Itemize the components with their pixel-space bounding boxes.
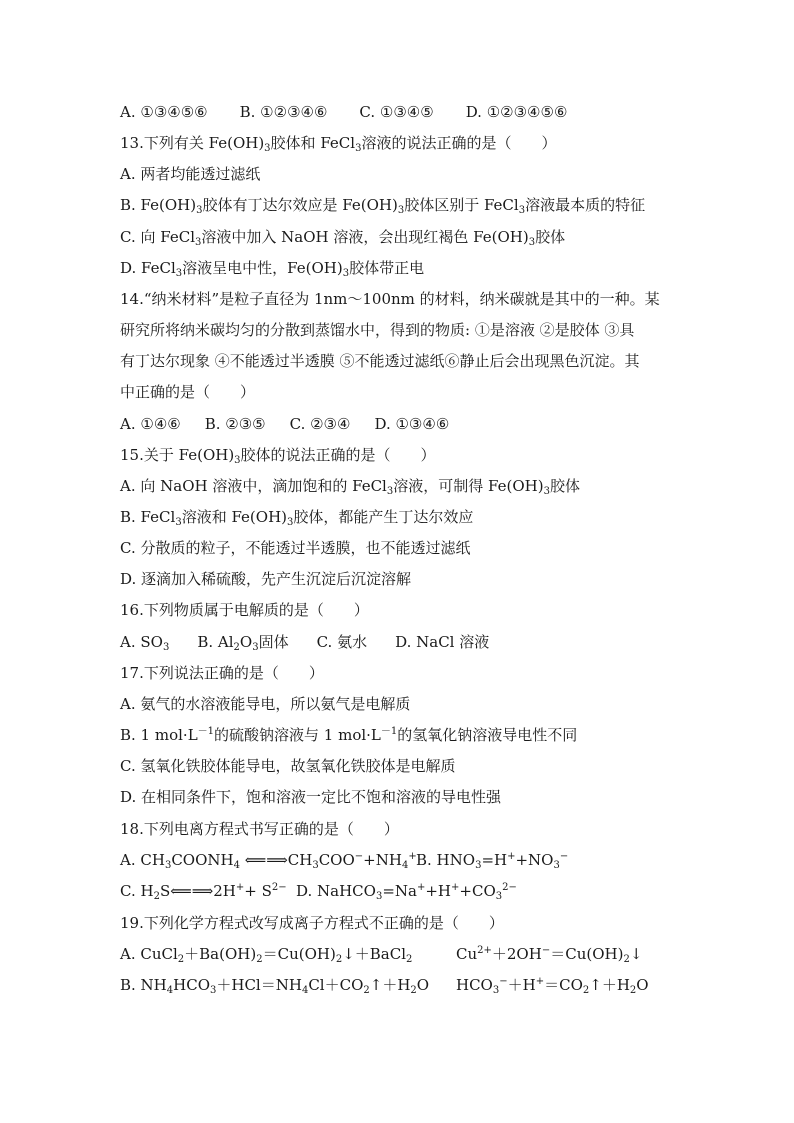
q16-option-b <box>197 633 288 651</box>
q14-stem-line2: 研究所将纳米碳均匀的分散到蒸馏水中，得到的物质: ①是溶液 ②是胶体 ③具 <box>120 321 635 339</box>
text-fragment: ＝Cu(OH) <box>262 945 336 963</box>
text-fragment: 2− <box>502 882 517 893</box>
q17-option-d: D. 在相同条件下，饱和溶液一定比不饱和溶液的导电性强 <box>120 788 502 806</box>
text-fragment: 3 <box>164 860 172 871</box>
text-fragment: 胶体 <box>549 477 580 495</box>
text-fragment: ＋2OH <box>491 945 542 963</box>
q14-options <box>120 414 449 434</box>
text-fragment: 2 <box>233 642 240 653</box>
q15-option-b <box>120 507 473 527</box>
q13-option-b <box>120 195 645 215</box>
q12-option-a: A. ①③④⑤⑥ <box>120 103 208 121</box>
text-fragment: 3 <box>162 642 170 653</box>
text-fragment: B. 1 mol·L <box>120 726 198 744</box>
text-fragment: ＝CO <box>544 976 583 994</box>
text-fragment: D. FeCl <box>120 259 176 277</box>
text-fragment: +CO <box>459 882 496 900</box>
q12-option-c: C. ①③④⑤ <box>359 103 434 121</box>
q19-option-a-ionic <box>456 944 642 964</box>
text-fragment: B. Fe(OH) <box>120 196 197 214</box>
text-fragment: 溶液的说法正确的是（ ） <box>361 134 557 152</box>
text-fragment: O <box>636 976 649 994</box>
text-fragment: 胶体 <box>535 228 566 246</box>
text-fragment: 溶液和 Fe(OH) <box>181 508 288 526</box>
q17-option-a: A. 氨气的水溶液能导电，所以氨气是电解质 <box>120 695 411 713</box>
text-fragment: －1 <box>380 726 398 737</box>
text-fragment: 3 <box>528 237 536 248</box>
text-fragment: 2− <box>271 882 287 893</box>
q15-option-d: D. 逐滴加入稀硫酸，先产生沉淀后沉淀溶解 <box>120 570 412 588</box>
text-fragment: 2 <box>177 954 185 965</box>
q14-stem-line3: 有丁达尔现象 ④不能透过半透膜 ⑤不能透过滤纸⑥静止后会出现黑色沉淀。其 <box>120 352 640 370</box>
text-fragment: − <box>499 976 508 987</box>
text-fragment: 3 <box>264 143 271 154</box>
q14-stem-line1: 14.“纳米材料”是粒子直径为 1nm～100nm 的材料，纳米碳就是其中的一种。某 <box>120 290 660 308</box>
text-fragment: 3 <box>312 860 319 871</box>
q19-option-a <box>120 944 680 964</box>
text-fragment: 的硫酸钠溶液与 1 mol·L <box>214 726 381 744</box>
q16-option-c: C. 氨水 <box>316 633 368 651</box>
text-fragment: − <box>354 851 364 862</box>
text-fragment: A. CuCl <box>120 945 178 963</box>
q15-option-a <box>120 476 580 496</box>
q18-option-a <box>120 851 417 869</box>
q16-options <box>120 632 489 652</box>
text-fragment: A. 向 NaOH 溶液中，滴加饱和的 FeCl <box>120 477 387 495</box>
q17-stem: 17.下列说法正确的是（ ） <box>120 664 324 682</box>
text-fragment: ⟸⟹CH <box>239 851 313 869</box>
text-fragment: 胶体的说法正确的是（ ） <box>240 446 436 464</box>
text-fragment: 胶体带正电 <box>349 259 425 277</box>
text-fragment: 3 <box>397 205 405 216</box>
text-fragment: ＝Cu(OH) <box>550 945 624 963</box>
text-fragment: ↓ <box>629 945 643 963</box>
text-fragment: B. NH <box>120 976 167 994</box>
text-fragment: =Na <box>382 882 417 900</box>
text-fragment: 2 <box>335 954 343 965</box>
text-fragment: =H <box>481 851 508 869</box>
q18-stem: 18.下列电离方程式书写正确的是（ ） <box>120 820 399 838</box>
text-fragment: + <box>451 882 460 893</box>
text-fragment: 溶液中加入 NaOH 溶液，会出现红褐色 Fe(OH) <box>201 228 529 246</box>
text-fragment: ↑＋H <box>369 976 411 994</box>
q13-option-c <box>120 227 565 247</box>
text-fragment: 4 <box>166 985 174 996</box>
text-fragment: 3 <box>492 985 500 996</box>
text-fragment: HCO <box>456 976 493 994</box>
q16-stem: 16.下列物质属于电解质的是（ ） <box>120 601 369 619</box>
text-fragment: O <box>416 976 430 994</box>
q16-option-a <box>120 633 169 651</box>
text-fragment: A. SO <box>120 633 163 651</box>
q12-option-d: D. ①②③④⑤⑥ <box>465 103 568 121</box>
text-fragment: 2 <box>256 954 263 965</box>
q18-option-b <box>416 850 568 870</box>
text-fragment: 3 <box>175 268 183 279</box>
text-fragment: 3 <box>375 891 383 902</box>
q13-stem <box>120 133 556 153</box>
q13-option-a: A. 两者均能透过滤纸 <box>120 165 261 183</box>
q13-option-d <box>120 258 424 278</box>
text-fragment: 3 <box>287 517 294 528</box>
text-fragment: − <box>559 851 569 862</box>
text-fragment: +NO <box>515 851 554 869</box>
text-fragment: + <box>408 851 417 862</box>
q19-stem: 19.下列化学方程式改写成离子方程式不正确的是（ ） <box>120 914 504 932</box>
text-fragment: COONH <box>171 851 234 869</box>
q17-option-c: C. 氢氧化铁胶体能导电，故氢氧化铁胶体是电解质 <box>120 757 456 775</box>
text-fragment: 3 <box>196 205 203 216</box>
text-fragment: + <box>416 882 426 893</box>
text-fragment: +NH <box>363 851 402 869</box>
text-fragment: 3 <box>342 268 350 279</box>
q14-option-b: B. ②③⑤ <box>204 415 266 433</box>
q12-options <box>120 102 567 122</box>
text-fragment: 胶体，都能产生丁达尔效应 <box>293 508 474 526</box>
text-fragment: C. 向 FeCl <box>120 228 195 246</box>
text-fragment: 3 <box>386 486 394 497</box>
text-fragment: 3 <box>475 860 482 871</box>
text-fragment: D. NaHCO <box>296 882 376 900</box>
text-fragment: 4 <box>401 860 409 871</box>
text-fragment: 3 <box>195 237 202 248</box>
text-fragment: ＋H <box>507 976 536 994</box>
text-fragment: ↓＋BaCl <box>342 945 407 963</box>
text-fragment: 2 <box>623 954 630 965</box>
q19-option-a-equation <box>120 945 412 963</box>
q18-options-cd <box>120 881 680 901</box>
q14-option-a: A. ①④⑥ <box>120 415 181 433</box>
text-fragment: 2 <box>153 891 160 902</box>
text-fragment: HCO <box>173 976 210 994</box>
text-fragment: 3 <box>210 985 217 996</box>
text-fragment: COO <box>318 851 355 869</box>
text-fragment: 3 <box>252 642 259 653</box>
text-fragment: + S <box>244 882 272 900</box>
text-fragment: + <box>535 976 545 987</box>
text-fragment: ↑＋H <box>589 976 630 994</box>
text-fragment: 13.下列有关 Fe(OH) <box>120 134 265 152</box>
text-fragment: 2 <box>629 985 637 996</box>
text-fragment: B. HNO <box>416 851 476 869</box>
q14-option-d: D. ①③④⑥ <box>374 415 450 433</box>
text-fragment: ＋HCl＝NH <box>216 976 302 994</box>
text-fragment: 溶液呈电中性，Fe(OH) <box>182 259 343 277</box>
q19-option-b-equation <box>120 976 429 994</box>
q15-stem <box>120 445 436 465</box>
text-fragment: B. Al <box>197 633 234 651</box>
text-fragment: 2 <box>363 985 370 996</box>
text-fragment: 15.关于 Fe(OH) <box>120 446 235 464</box>
text-fragment: O <box>239 633 253 651</box>
text-fragment: 4 <box>233 860 240 871</box>
text-fragment: 3 <box>175 517 182 528</box>
text-fragment: 2 <box>582 985 590 996</box>
text-fragment: +H <box>425 882 452 900</box>
text-fragment: 2 <box>410 985 417 996</box>
q18-option-d <box>296 881 517 901</box>
text-fragment: C. H <box>120 882 154 900</box>
text-fragment: 固体 <box>258 633 289 651</box>
text-fragment: 4 <box>301 985 309 996</box>
text-fragment: 胶体区别于 FeCl <box>404 196 519 214</box>
text-fragment: 3 <box>518 205 526 216</box>
text-fragment: 的氢氧化钠溶液导电性不同 <box>397 726 578 744</box>
text-fragment: S⟸⟹2H <box>159 882 236 900</box>
text-fragment: 3 <box>543 486 550 497</box>
q19-option-b <box>120 975 680 995</box>
q12-option-b: B. ①②③④⑥ <box>239 103 328 121</box>
text-fragment: －1 <box>197 726 215 737</box>
text-fragment: 溶液，可制得 Fe(OH) <box>393 477 544 495</box>
text-fragment: Cu <box>456 945 478 963</box>
text-fragment: 溶液最本质的特征 <box>525 196 646 214</box>
text-fragment: − <box>541 945 551 956</box>
text-fragment: 3 <box>355 143 362 154</box>
text-fragment: Cl＋CO <box>308 976 364 994</box>
q15-option-c: C. 分散质的粒子，不能透过半透膜，也不能透过滤纸 <box>120 539 471 557</box>
q19-option-b-ionic <box>456 975 649 995</box>
q18-option-c <box>120 882 287 900</box>
text-fragment: 2 <box>406 954 413 965</box>
text-fragment: 3 <box>234 455 241 466</box>
text-fragment: 胶体有丁达尔效应是 Fe(OH) <box>202 196 398 214</box>
q16-option-d: D. NaCl 溶液 <box>395 633 490 651</box>
text-fragment: + <box>507 851 516 862</box>
text-fragment: 3 <box>495 891 503 902</box>
q17-option-b <box>120 725 577 745</box>
q14-stem-line4: 中正确的是（ ） <box>120 383 256 401</box>
text-fragment: 胶体和 FeCl <box>270 134 356 152</box>
text-fragment: + <box>235 882 245 893</box>
q18-options-ab <box>120 850 680 870</box>
q14-option-c: C. ②③④ <box>289 415 351 433</box>
text-fragment: ＋Ba(OH) <box>184 945 257 963</box>
text-fragment: 3 <box>553 860 560 871</box>
text-fragment: A. CH <box>120 851 165 869</box>
text-fragment: 2+ <box>477 945 492 956</box>
text-fragment: B. FeCl <box>120 508 176 526</box>
